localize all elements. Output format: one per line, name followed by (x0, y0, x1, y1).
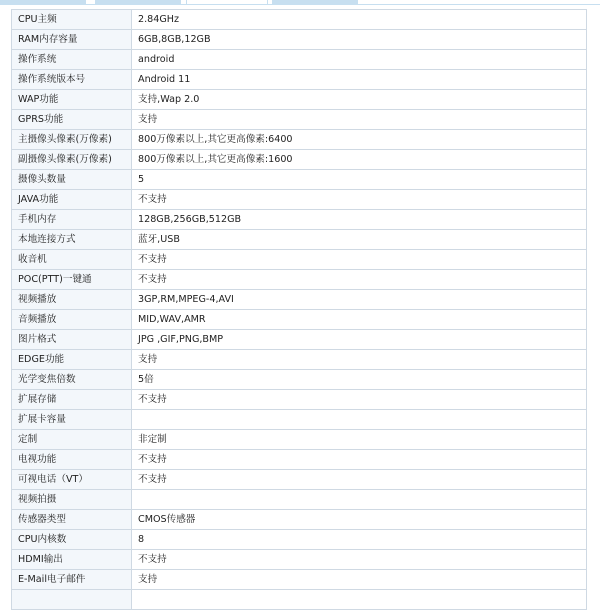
spec-label: 扩展存储 (12, 390, 132, 410)
spec-value: 5倍 (132, 370, 587, 390)
spec-label: 操作系统版本号 (12, 70, 132, 90)
spec-label: RAM内存容量 (12, 30, 132, 50)
table-row (12, 570, 587, 590)
spec-label: 视频拍摄 (12, 490, 132, 510)
spec-label: 收音机 (12, 250, 132, 270)
spec-value: 不支持 (132, 390, 587, 410)
table-row (12, 30, 587, 50)
spec-label: POC(PTT)一键通 (12, 270, 132, 290)
table-row (12, 270, 587, 290)
spec-value (132, 490, 587, 510)
table-row (12, 110, 587, 130)
spec-value: 支持 (132, 110, 587, 130)
spec-label: HDMI输出 (12, 550, 132, 570)
spec-label: 视频播放 (12, 290, 132, 310)
table-row (12, 310, 587, 330)
spec-value: 3GP,RM,MPEG-4,AVI (132, 290, 587, 310)
spec-label: 摄像头数量 (12, 170, 132, 190)
spec-value: MID,WAV,AMR (132, 310, 587, 330)
spec-label: 操作系统 (12, 50, 132, 70)
spec-label: GPRS功能 (12, 110, 132, 130)
table-row (12, 130, 587, 150)
spec-value (132, 410, 587, 430)
table-row (12, 210, 587, 230)
table-row (12, 390, 587, 410)
table-row (12, 450, 587, 470)
spec-label: 副摄像头像素(万像素) (12, 150, 132, 170)
spec-value: 6GB,8GB,12GB (132, 30, 587, 50)
table-row (12, 530, 587, 550)
spec-label: 主摄像头像素(万像素) (12, 130, 132, 150)
spec-label: WAP功能 (12, 90, 132, 110)
spec-value: 不支持 (132, 270, 587, 290)
spec-value: 不支持 (132, 250, 587, 270)
spec-label: 定制 (12, 430, 132, 450)
spec-table-body (12, 10, 587, 610)
table-row (12, 350, 587, 370)
spec-value: 128GB,256GB,512GB (132, 210, 587, 230)
spec-label: CPU内核数 (12, 530, 132, 550)
spec-label: 手机内存 (12, 210, 132, 230)
table-row (12, 10, 587, 30)
table-row (12, 290, 587, 310)
spec-label: 图片格式 (12, 330, 132, 350)
spec-value: 蓝牙,USB (132, 230, 587, 250)
table-row (12, 230, 587, 250)
tab-bar (0, 0, 600, 5)
table-row (12, 330, 587, 350)
spec-value: 支持 (132, 350, 587, 370)
spec-table (11, 9, 587, 610)
table-row (12, 490, 587, 510)
spec-value: 5 (132, 170, 587, 190)
table-row (12, 190, 587, 210)
spec-value: 不支持 (132, 450, 587, 470)
spec-value: Android 11 (132, 70, 587, 90)
table-row (12, 550, 587, 570)
spec-value: 8 (132, 530, 587, 550)
spec-value: 支持,Wap 2.0 (132, 90, 587, 110)
table-row (12, 50, 587, 70)
table-row (12, 470, 587, 490)
tab-divider (0, 4, 600, 5)
spec-value: 800万像素以上,其它更高像素:1600 (132, 150, 587, 170)
spec-value: android (132, 50, 587, 70)
spec-label: 电视功能 (12, 450, 132, 470)
table-row (12, 370, 587, 390)
table-row (12, 70, 587, 90)
table-row (12, 150, 587, 170)
spec-value: 2.84GHz (132, 10, 587, 30)
table-row (12, 410, 587, 430)
spec-label: CPU主频 (12, 10, 132, 30)
spec-label: JAVA功能 (12, 190, 132, 210)
spec-label: 扩展卡容量 (12, 410, 132, 430)
spec-value: 不支持 (132, 550, 587, 570)
table-row (12, 170, 587, 190)
spec-label: E-Mail电子邮件 (12, 570, 132, 590)
table-row (12, 90, 587, 110)
spec-value: JPG ,GIF,PNG,BMP (132, 330, 587, 350)
table-row (12, 250, 587, 270)
spec-label: 本地连接方式 (12, 230, 132, 250)
table-row (12, 430, 587, 450)
spec-value: 非定制 (132, 430, 587, 450)
spec-label: 光学变焦倍数 (12, 370, 132, 390)
spec-label: 音频播放 (12, 310, 132, 330)
spec-value: 800万像素以上,其它更高像素:6400 (132, 130, 587, 150)
spec-label: EDGE功能 (12, 350, 132, 370)
spec-value: CMOS传感器 (132, 510, 587, 530)
spec-label: 可视电话（VT） (12, 470, 132, 490)
spec-value: 不支持 (132, 190, 587, 210)
spec-value: 支持 (132, 570, 587, 590)
spec-value: 不支持 (132, 470, 587, 490)
spec-label: 传感器类型 (12, 510, 132, 530)
table-row (12, 510, 587, 530)
